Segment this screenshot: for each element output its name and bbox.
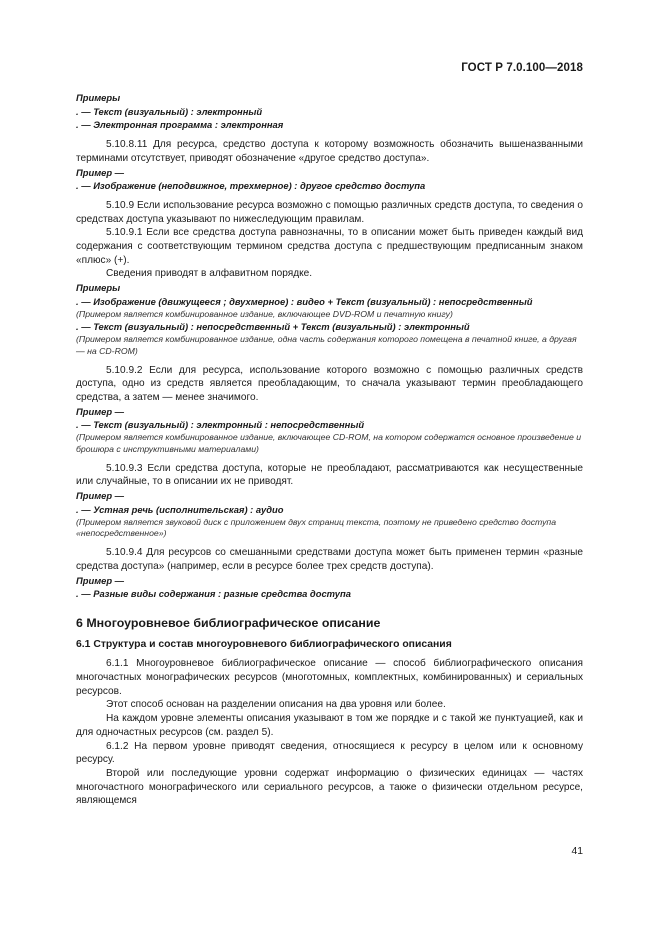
paragraph-5-10-8-11: 5.10.8.11 Для ресурса, средство доступа к которому возможность обозначить вышеназванными терминами отсутствует, приводят обозначение «другое средство доступа». [76,139,583,164]
example-note: (Примером является комбинированное издание, включающее DVD-ROM и печатную книгу) [76,308,453,319]
example-note: (Примером является комбинированное издание, включающее CD-ROM, на котором содержатся основное произведение и брошюра с инструктивными материалами) [76,432,582,454]
example-note: (Примером является звуковой диск с приложением двух страниц текста, поэтому не приведено средство доступа «непосредственное») [76,516,557,539]
paragraph-second-level: Второй или последующие уровни содержат информацию о физических единицах — частях многочастного монографического или сериального ресурсов, а также о физически отдельном ресурсе, являющемся [76,768,583,807]
examples-label: Примеры [76,282,121,294]
example-line: . — Текст (визуальный) : электронный : непосредственный [76,419,365,431]
example-note: (Примером является комбинированное издание, одна часть содержания которого помещена в печатной книге, а другая — на CD-ROM) [76,334,577,356]
paragraph-5-10-9-4: 5.10.9.4 Для ресурсов со смешанными средствами доступа может быть применен термин «разные средства доступа» (например, если в ресурсе более трех средств доступа). [76,547,583,572]
paragraph-6-1-1: 6.1.1 Многоуровневое библиографическое описание — способ библиографического описания многочастных монографических ресурсов (многотомных, комплектных, комбинированных) и сериальных ресурсов. [76,658,583,697]
examples-label: Примеры [76,92,121,103]
paragraph-5-10-9: 5.10.9 Если использование ресурса возможно с помощью различных средств доступа, то сведения о средствах доступа указывают по нижеследующим правилам. [76,199,583,225]
paragraph-5-10-9-3: 5.10.9.3 Если средства доступа, которые не преобладают, рассматриваются как несущественные или случайные, то в описании их не приводят. [76,462,583,488]
example-line: . — Изображение (движущееся ; двухмерное) : видео + Текст (визуальный) : непосредственный [76,295,533,307]
example-line: . — Электронная программа : электронная [76,119,284,131]
example-line: . — Разные виды содержания : разные средства доступа [76,588,351,600]
paragraph-5-10-9-2: 5.10.9.2 Если для ресурса, использование которого возможно с помощью различных средств доступа, одно из средств является преобладающим, то сначала указывают термин преобладающего средства, а затем — менее значимого. [76,364,583,404]
example-line: . — Текст (визуальный) : электронный [76,105,263,117]
example-line: . — Устная речь (исполнительская) : аудио [76,503,284,515]
section-6-heading: 6 Многоуровневое библиографическое описание [76,615,381,630]
page-body [76,91,583,808]
paragraph-alphabetical: Сведения приводят в алфавитном порядке. [106,268,313,280]
subsection-6-1-heading: 6.1 Структура и состав многоуровневого библиографического описания [76,638,452,650]
paragraph-6-1-2: 6.1.2 На первом уровне приводят сведения, относящиеся к ресурсу в целом или к основному ресурсу. [76,740,583,766]
page-number: 41 [571,846,583,857]
paragraph-levels: На каждом уровне элементы описания указывают в том же порядке и с такой же пунктуацией, как и для одночастных ресурсов (см. раздел 5). [76,713,583,738]
example-label: Пример — [76,490,125,502]
example-label: Пример — [76,166,125,178]
paragraph-5-10-9-1: 5.10.9.1 Если все средства доступа равнозначны, то в описании может быть приведен каждый вид содержания с соответствующим термином средства доступа с предшествующим предписанным знаком «плюс» (+). [76,227,583,266]
example-line: . — Изображение (неподвижное, трехмерное) : другое средство доступа [76,180,426,192]
example-label: Пример — [76,574,125,586]
example-label: Пример — [76,405,125,417]
example-line: . — Текст (визуальный) : непосредственный + Текст (визуальный) : электронный [76,321,470,333]
standard-code-header: ГОСТ Р 7.0.100—2018 [461,62,583,74]
paragraph-method: Этот способ основан на разделении описания на два уровня или более. [106,699,446,711]
